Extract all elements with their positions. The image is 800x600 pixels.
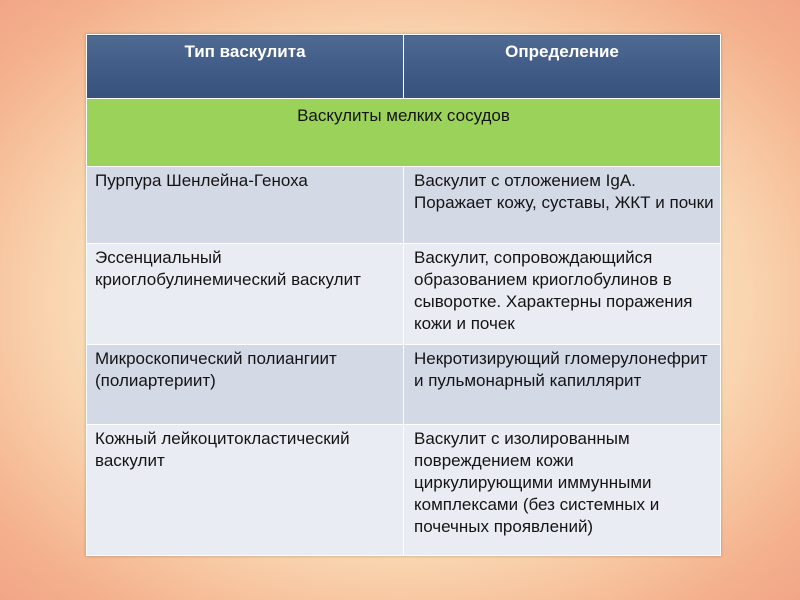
table-header-row bbox=[87, 35, 721, 99]
cell-definition: Васкулит, сопровождающийся образованием криоглобулинов в сыворотке. Характерны поражения кожи и почек bbox=[404, 244, 721, 345]
header-type: Тип васкулита bbox=[87, 35, 404, 99]
cell-definition: Васкулит с изолированным повреждением кожи циркулирующими иммунными комплексами (без системных и почечных проявлений) bbox=[404, 425, 721, 556]
vasculitis-table bbox=[86, 34, 721, 556]
table-row bbox=[87, 167, 721, 244]
cell-definition: Некротизирующий гломерулонефрит и пульмонарный капиллярит bbox=[404, 345, 721, 425]
section-row bbox=[87, 99, 721, 167]
header-definition: Определение bbox=[404, 35, 721, 99]
cell-type: Кожный лейкоцитокластический васкулит bbox=[87, 425, 404, 556]
table-row bbox=[87, 425, 721, 556]
table-row bbox=[87, 345, 721, 425]
section-title: Васкулиты мелких сосудов bbox=[87, 99, 721, 167]
cell-type: Эссенциальный криоглобулинемический васкулит bbox=[87, 244, 404, 345]
cell-definition: Васкулит с отложением IgA. Поражает кожу, суставы, ЖКТ и почки bbox=[404, 167, 721, 244]
cell-type: Пурпура Шенлейна-Геноха bbox=[87, 167, 404, 244]
table-row bbox=[87, 244, 721, 345]
cell-type: Микроскопический полиангиит (полиартериит) bbox=[87, 345, 404, 425]
